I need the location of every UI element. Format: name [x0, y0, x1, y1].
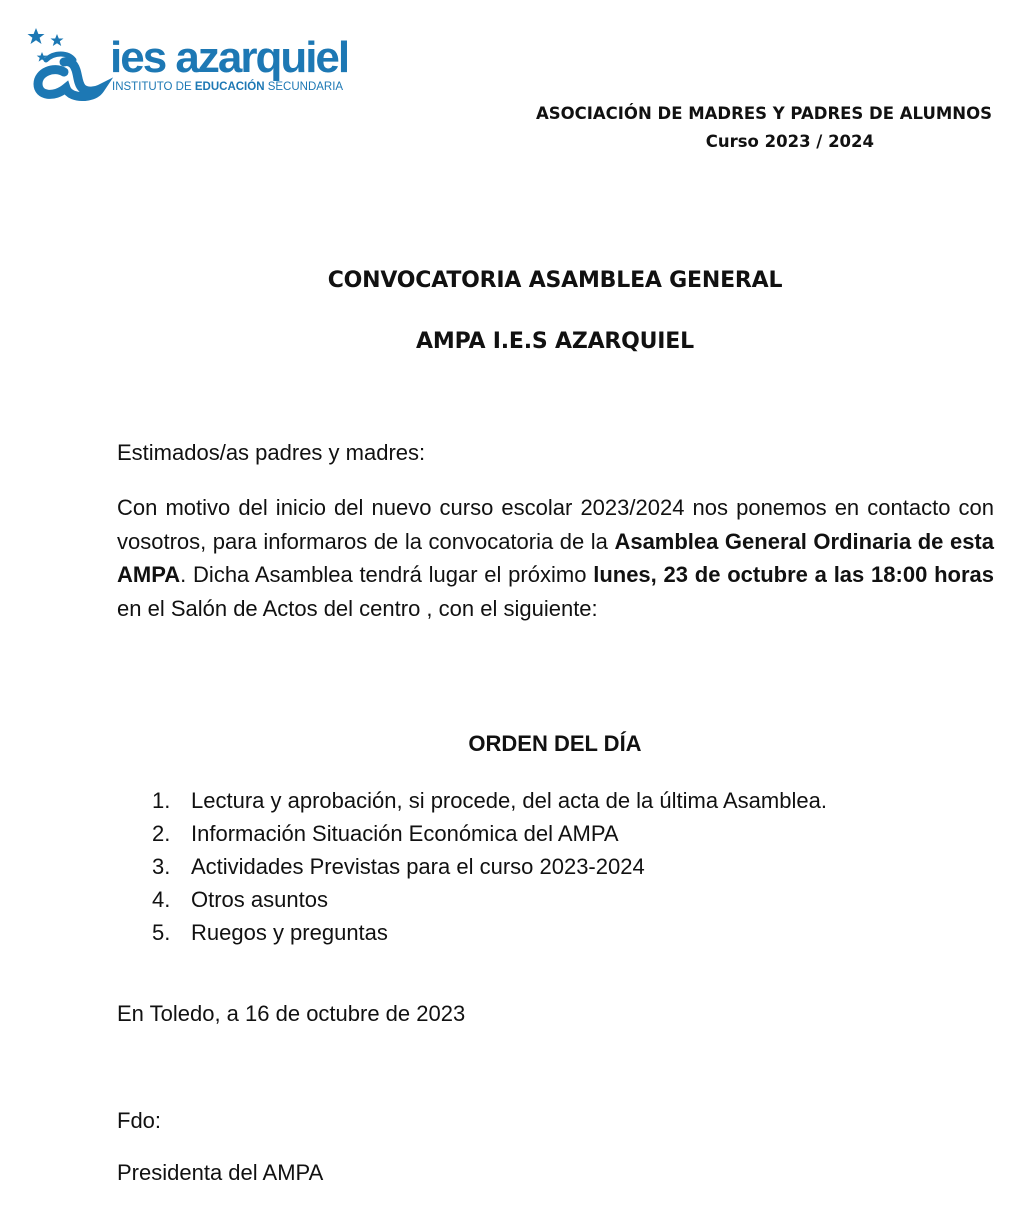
item-text: Otros asuntos: [191, 887, 328, 912]
item-text: Actividades Previstas para el curso 2023-2024: [191, 854, 645, 879]
item-number: 4.: [152, 887, 171, 912]
body-bold-2: lunes, 23 de octubre a las 18:00 horas: [593, 562, 994, 587]
list-item: [152, 784, 827, 817]
stars-a-logo-icon: [24, 26, 384, 106]
logo-name: ies azarquiel: [110, 33, 349, 82]
item-text: Información Situación Económica del AMPA: [191, 821, 619, 846]
place-date: En Toledo, a 16 de octubre de 2023: [117, 1001, 466, 1026]
item-number: 1.: [152, 788, 171, 813]
item-number: 3.: [152, 854, 171, 879]
association-name: ASOCIACIÓN DE MADRES Y PADRES DE ALUMNOS: [535, 104, 992, 123]
greeting: Estimados/as padres y madres:: [117, 440, 426, 465]
agenda-title: ORDEN DEL DÍA: [468, 731, 642, 756]
signature-label: Fdo:: [117, 1108, 162, 1133]
item-text: Lectura y aprobación, si procede, del acta de la última Asamblea.: [191, 788, 827, 813]
body-text-2: . Dicha Asamblea tendrá lugar el próximo: [180, 562, 594, 587]
list-item: [152, 817, 827, 850]
signatory-title: Presidenta del AMPA: [117, 1160, 324, 1185]
body-text-1: Con motivo del inicio del nuevo curso escolar 2023/2024 nos ponemos en contacto con vosotros, para informaros de la convocatoria de la: [117, 495, 994, 554]
list-item: [152, 883, 827, 916]
course-label: Curso 2023 / 2024: [705, 132, 874, 151]
document-title: CONVOCATORIA ASAMBLEA GENERAL: [327, 268, 783, 293]
body-paragraph: [117, 491, 994, 625]
item-number: 2.: [152, 821, 171, 846]
agenda-list: [152, 784, 827, 949]
logo-subtitle: INSTITUTO DE EDUCACIÓN SECUNDARIA: [112, 81, 344, 93]
list-item: [152, 850, 827, 883]
list-item: [152, 916, 827, 949]
body-bold-1: Asamblea General Ordinaria de esta AMPA: [117, 528, 994, 587]
item-number: 5.: [152, 920, 171, 945]
item-text: Ruegos y preguntas: [191, 920, 388, 945]
document-subtitle: AMPA I.E.S AZARQUIEL: [416, 329, 694, 354]
association-header: [536, 100, 992, 156]
school-logo: [24, 26, 384, 106]
body-text-3: en el Salón de Actos del centro , con el siguiente:: [117, 595, 598, 621]
